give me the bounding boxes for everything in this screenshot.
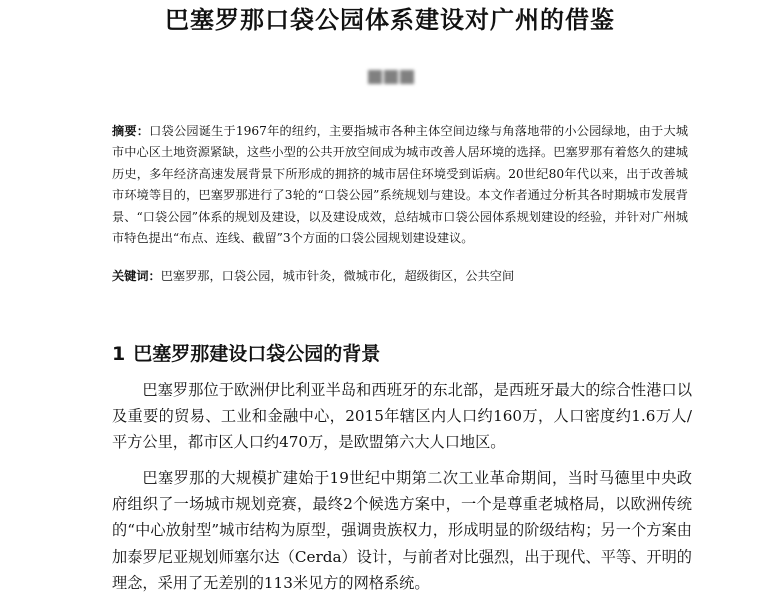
abstract-text: 口袋公园诞生于1967年的纽约，主要指城市各种主体空间边缘与角落地带的小公园绿地，由于大城市中心区土地资源紧缺，这些小型的公共开放空间成为城市改善人居环境的选择。巴塞罗那有着悠久的建城历史，多年经济高速发展背景下所形成的拥挤的城市居住环境受到诟病。20世纪80年代以来，出于改善城市环境等目的，巴塞罗那进行了3轮的“口袋公园”系统规划与建设。本文作者通过分析其各时期城市发展背景、“口袋公园”体系的规划及建设，以及建设成效，总结城市口袋公园体系规划建设的经验，并针对广州城市特色提出“布点、连线、截留”3个方面的口袋公园规划建设建议。 [112, 124, 689, 246]
section-number: 1 [112, 343, 126, 365]
section-title: 巴塞罗那建设口袋公园的背景 [133, 343, 381, 365]
paper-title: 巴塞罗那口袋公园体系建设对广州的借鉴 [165, 6, 615, 34]
abstract-label: 摘要： [112, 124, 150, 138]
section-heading [112, 340, 380, 368]
keywords [112, 266, 688, 287]
abstract [112, 121, 688, 249]
body-paragraph: 巴塞罗那位于欧洲伊比利亚半岛和西班牙的东北部，是西班牙最大的综合性港口以及重要的贸易、工业和金融中心，2015年辖区内人口约160万，人口密度约1.6万人/平方公里，都市区人口约470万，是欧盟第六大人口地区。 [112, 381, 692, 452]
author-name-blurred [368, 69, 414, 85]
blurred-author-glyph [384, 70, 398, 84]
keywords-text: 巴塞罗那，口袋公园，城市针灸，微城市化，超级街区，公共空间 [160, 269, 515, 283]
blurred-author-glyph [400, 70, 414, 84]
keywords-label: 关键词： [112, 269, 161, 283]
body-paragraph: 巴塞罗那的大规模扩建始于19世纪中期第二次工业革命期间，当时马德里中央政府组织了一场城市规划竞赛，最终2个候选方案中，一个是尊重老城格局，以欧洲传统的“中心放射型”城市结构为原型，强调贵族权力，形成明显的阶级结构；另一个方案由加泰罗尼亚规划师塞尔达（Cerda）设计，与前者对比强烈，出于现代、平等、开明的理念，采用了无差别的113米见方的网格系统。 [112, 469, 692, 592]
blurred-author-glyph [368, 70, 382, 84]
